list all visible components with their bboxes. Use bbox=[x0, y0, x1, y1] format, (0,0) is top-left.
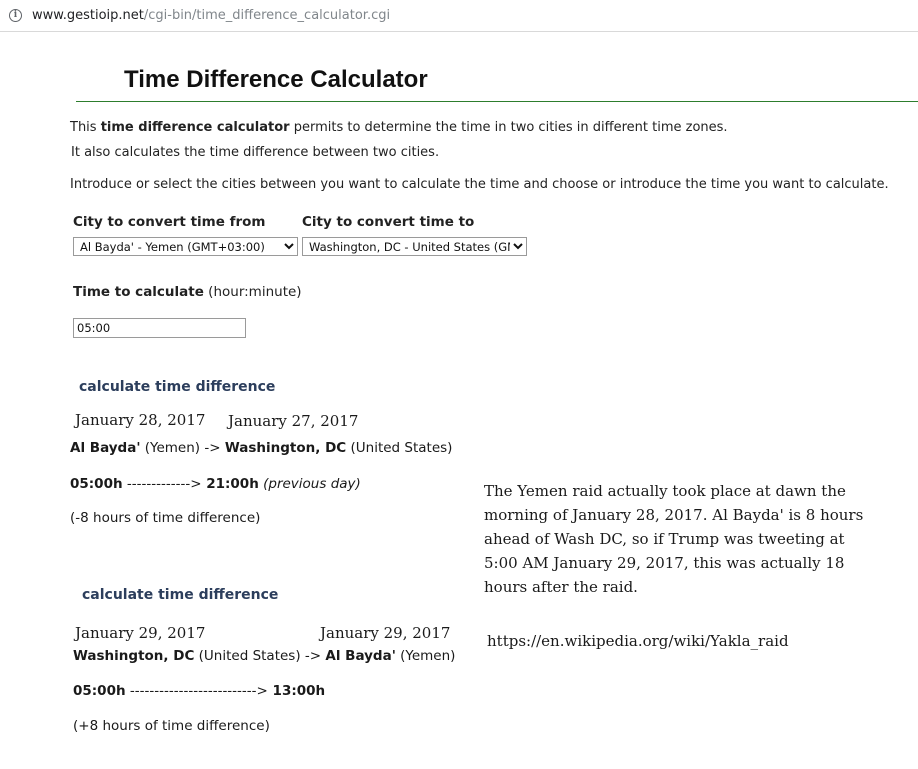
from-city-label: City to convert time from bbox=[73, 214, 266, 230]
time-label: Time to calculate bbox=[73, 284, 204, 300]
calculate-button-2[interactable]: calculate time difference bbox=[82, 587, 279, 603]
result1-date-to: January 27, 2017 bbox=[228, 412, 359, 430]
time-label-row bbox=[73, 281, 302, 300]
result2-time-to: 13:00h bbox=[267, 683, 326, 699]
address-bar[interactable] bbox=[0, 0, 918, 32]
result1-diff: (-8 hours of time difference) bbox=[70, 510, 261, 526]
info-icon[interactable]: i bbox=[9, 9, 22, 22]
result2-diff: (+8 hours of time difference) bbox=[73, 718, 270, 734]
url-text[interactable] bbox=[32, 8, 390, 24]
result1-time-from: 05:00h bbox=[70, 476, 123, 492]
time-input[interactable] bbox=[73, 318, 246, 338]
result1-times bbox=[70, 476, 361, 492]
result1-city-to: Washington, DC bbox=[224, 440, 347, 456]
result2-time-from: 05:00h bbox=[73, 683, 126, 699]
to-city-select[interactable] bbox=[302, 237, 527, 256]
intro-text bbox=[70, 120, 728, 136]
intro-line2: It also calculates the time difference between two cities. bbox=[71, 145, 440, 160]
result1-country-from: (Yemen) -> bbox=[140, 440, 225, 456]
result1-time-to: 21:00h bbox=[201, 476, 259, 492]
result1-date-from: January 28, 2017 bbox=[75, 411, 206, 429]
result1-country-to: (United States) bbox=[346, 440, 453, 456]
result2-country-from: (United States) -> bbox=[194, 648, 326, 664]
result2-city-from: Washington, DC bbox=[73, 648, 195, 664]
annotation-text: The Yemen raid actually took place at dawn the morning of January 28, 2017. Al Bayda' is 8 hours ahead of Wash DC, so if Trump was tweeting at 5:00 AM January 29, 2017, this was actually 18 hours after the raid. bbox=[484, 482, 864, 596]
result1-cities bbox=[70, 440, 452, 456]
intro-bold: time difference calculator bbox=[100, 120, 290, 135]
instructions-text: Introduce or select the cities between you want to calculate the time and choose or introduce the time you want to calculate. bbox=[70, 177, 889, 192]
result2-times bbox=[73, 683, 325, 699]
result1-arrow: -------------> bbox=[122, 476, 202, 492]
result2-city-to: Al Bayda' bbox=[325, 648, 396, 664]
title-divider bbox=[76, 101, 918, 102]
annotation-link: https://en.wikipedia.org/wiki/Yakla_raid bbox=[487, 632, 789, 650]
url-host: www.gestioip.net bbox=[32, 8, 144, 23]
result1-city-from: Al Bayda' bbox=[70, 440, 141, 456]
result2-cities bbox=[73, 648, 455, 664]
result2-date-from: January 29, 2017 bbox=[75, 624, 206, 642]
result2-date-to: January 29, 2017 bbox=[320, 624, 451, 642]
time-hint: (hour:minute) bbox=[203, 284, 302, 300]
result1-note: (previous day) bbox=[258, 476, 361, 492]
url-path: /cgi-bin/time_difference_calculator.cgi bbox=[143, 8, 391, 23]
page-title: Time Difference Calculator bbox=[124, 66, 428, 93]
intro-post: permits to determine the time in two cities in different time zones. bbox=[289, 120, 728, 135]
result2-country-to: (Yemen) bbox=[395, 648, 456, 664]
to-city-label: City to convert time to bbox=[302, 214, 475, 230]
intro-pre: This bbox=[70, 120, 101, 135]
calculate-button[interactable]: calculate time difference bbox=[79, 379, 276, 395]
result2-arrow: --------------------------> bbox=[125, 683, 268, 699]
from-city-select[interactable] bbox=[73, 237, 298, 256]
